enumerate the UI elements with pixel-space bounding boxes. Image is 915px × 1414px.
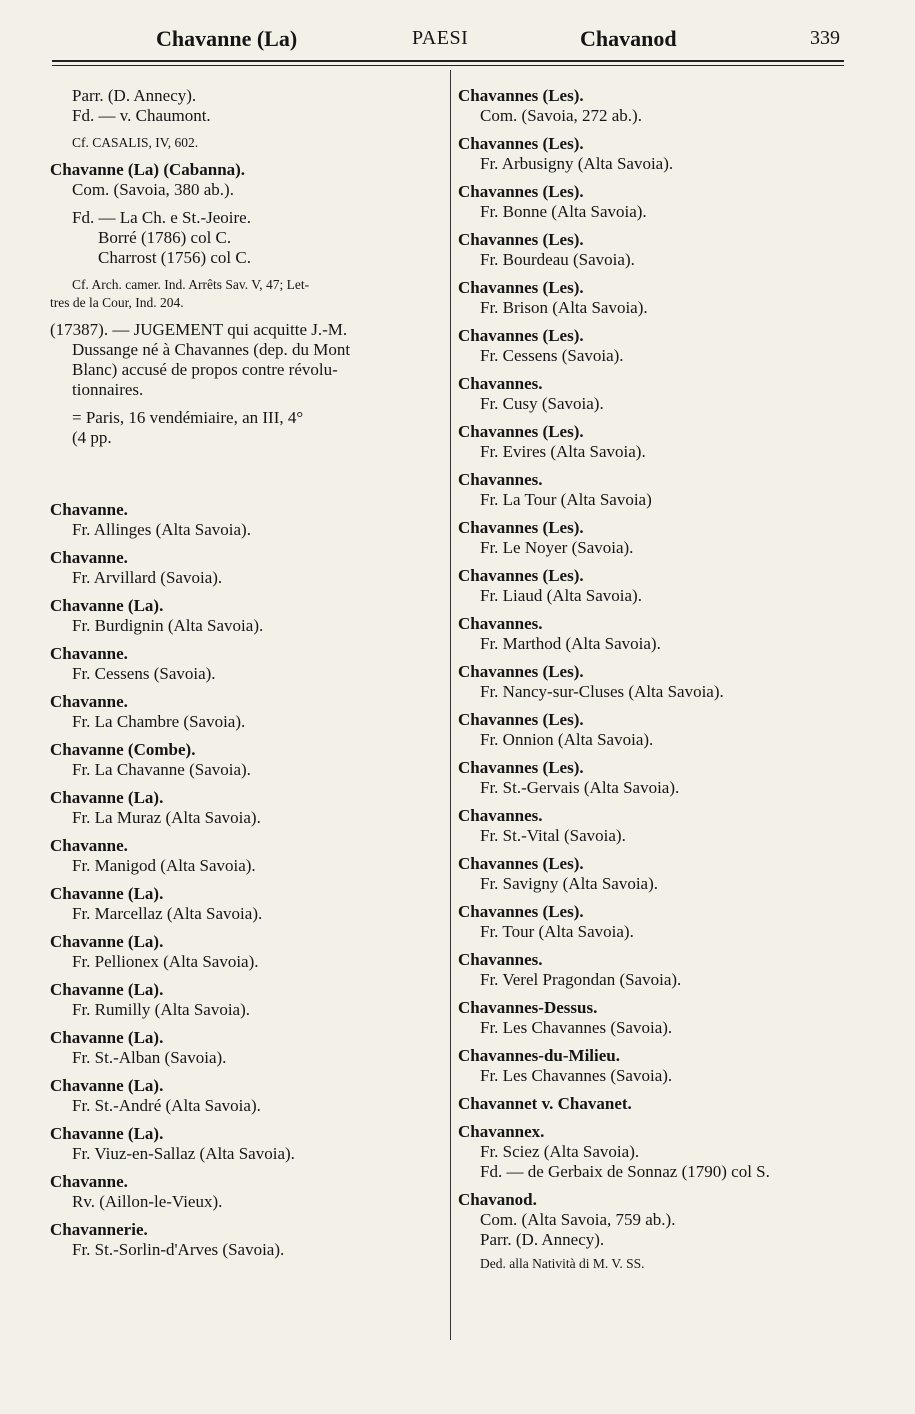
entry-block: [50, 1028, 440, 1068]
entry-head: Chavannes.: [458, 470, 543, 489]
entry-block: [458, 758, 853, 798]
entry-detail: Fr. Les Chavannes (Savoia).: [480, 1066, 673, 1085]
entry-detail: Rv. (Aillon-le-Vieux).: [72, 1192, 223, 1211]
entry-head: Chavannes (Les).: [458, 710, 584, 729]
entry-detail: Fr. La Muraz (Alta Savoia).: [72, 808, 261, 827]
entry-detail: Fr. Arvillard (Savoia).: [72, 568, 223, 587]
entry-block: [50, 596, 440, 636]
entry-head: Chavannes (Les).: [458, 86, 584, 105]
text-line: Parr. (D. Annecy).: [72, 86, 197, 105]
entry-head: Chavanne (La).: [50, 596, 164, 615]
entry-block: [458, 278, 853, 318]
entry-block: [458, 854, 853, 894]
entry-head: Chavanne.: [50, 500, 128, 519]
entry-block: [50, 1172, 440, 1212]
text-line: (17387). — JUGEMENT qui acquitte J.-M.: [50, 320, 348, 339]
entry-block: [458, 230, 853, 270]
text-line: Fd. — v. Chaumont.: [72, 106, 211, 125]
entry-head: Chavanne (La).: [50, 1124, 164, 1143]
entry-detail: Fr. Arbusigny (Alta Savoia).: [480, 154, 674, 173]
entry-detail: Fr. Verel Pragondan (Savoia).: [480, 970, 682, 989]
running-head-center: PAESI: [412, 27, 469, 49]
text-line: tionnaires.: [72, 380, 144, 399]
entry-head: Chavannes (Les).: [458, 566, 584, 585]
entry-head: Chavannes.: [458, 614, 543, 633]
entry-head: Chavannes (Les).: [458, 326, 584, 345]
entry-detail: Fd. — de Gerbaix de Sonnaz (1790) col S.: [480, 1162, 770, 1181]
entry-detail: Fr. Sciez (Alta Savoia).: [480, 1142, 640, 1161]
text-line: Fd. — La Ch. e St.-Jeoire.: [72, 208, 251, 227]
entry-block: [458, 1046, 853, 1086]
entry-block: [458, 518, 853, 558]
entry-head: Chavannes (Les).: [458, 758, 584, 777]
entry-block: [458, 614, 853, 654]
entry-detail: Com. (Alta Savoia, 759 ab.).: [480, 1210, 676, 1229]
text-line: Borré (1786) col C.: [98, 228, 232, 247]
entry-head: Chavannes-Dessus.: [458, 998, 598, 1017]
text-line: (4 pp.: [72, 428, 112, 447]
text-line: tres de la Cour, Ind. 204.: [50, 295, 184, 310]
header-rule-thin: [52, 65, 844, 66]
entry-block: [458, 326, 853, 366]
spacer: [50, 456, 440, 500]
entry-detail: Fr. Onnion (Alta Savoia).: [480, 730, 654, 749]
entry-head: Chavanne (La).: [50, 788, 164, 807]
entry-block: [50, 740, 440, 780]
left-column: [50, 86, 440, 1268]
text-line: = Paris, 16 vendémiaire, an III, 4°: [72, 408, 304, 427]
entry-detail: Fr. Rumilly (Alta Savoia).: [72, 1000, 251, 1019]
entry-head: Chavanne (La).: [50, 980, 164, 999]
entry-head: Chavannes-du-Milieu.: [458, 1046, 620, 1065]
entry-detail: Fr. St.-Sorlin-d'Arves (Savoia).: [72, 1240, 285, 1259]
entry-detail: Fr. St.-Vital (Savoia).: [480, 826, 626, 845]
entry-block: [458, 806, 853, 846]
entry-head: Chavanne (La).: [50, 932, 164, 951]
entry-detail: Ded. alla Natività di M. V. SS.: [480, 1256, 645, 1271]
entry-head: Chavanne.: [50, 692, 128, 711]
entry-detail: Fr. St.-André (Alta Savoia).: [72, 1096, 261, 1115]
entry-head: Chavannes (Les).: [458, 662, 584, 681]
entry-block: [458, 134, 853, 174]
entry-head: Chavanne (Combe).: [50, 740, 196, 759]
entry-block: [50, 644, 440, 684]
entry-block: [458, 950, 853, 990]
entry-head: Chavannes (Les).: [458, 182, 584, 201]
entry-detail: Fr. Marcellaz (Alta Savoia).: [72, 904, 263, 923]
entry-block: [458, 566, 853, 606]
header-rule-thick: [52, 60, 844, 62]
entry-detail: Fr. La Chavanne (Savoia).: [72, 760, 251, 779]
entry-detail: Fr. Cessens (Savoia).: [480, 346, 624, 365]
entry-detail: Fr. La Tour (Alta Savoia): [480, 490, 652, 509]
page-header: [60, 26, 842, 56]
entry-detail: Fr. Marthod (Alta Savoia).: [480, 634, 661, 653]
entry-block: [458, 422, 853, 462]
entry-block: [458, 86, 853, 126]
entry-head: Chavannes (Les).: [458, 902, 584, 921]
text-line: Charrost (1756) col C.: [98, 248, 251, 267]
entry-head: Chavanne (La) (Cabanna).: [50, 160, 246, 179]
running-head-left: Chavanne (La): [156, 26, 298, 51]
entry-head: Chavanne (La).: [50, 1028, 164, 1047]
entry-block: [50, 788, 440, 828]
entry-detail: Fr. St.-Gervais (Alta Savoia).: [480, 778, 680, 797]
entry-block: [50, 500, 440, 540]
entry-head: Chavannex.: [458, 1122, 545, 1141]
entry-block-chavannex: [458, 1122, 853, 1182]
entry-head: Chavannes (Les).: [458, 422, 584, 441]
entry-detail: Fr. Evires (Alta Savoia).: [480, 442, 646, 461]
fd-block: [50, 208, 440, 268]
entry-block: [50, 1076, 440, 1116]
entry-block: [50, 548, 440, 588]
reference-note: [50, 276, 440, 312]
entry-detail: Fr. Liaud (Alta Savoia).: [480, 586, 642, 605]
entry-head: Chavanne (La).: [50, 1076, 164, 1095]
imprint-block: [50, 408, 440, 448]
entry-detail: Fr. Manigod (Alta Savoia).: [72, 856, 256, 875]
entry-block: [458, 662, 853, 702]
entry-head: Chavannes (Les).: [458, 518, 584, 537]
intro-block: [50, 86, 440, 126]
entry-detail: Fr. Brison (Alta Savoia).: [480, 298, 648, 317]
entry-head: Chavanne.: [50, 548, 128, 567]
entry-detail: Fr. Burdignin (Alta Savoia).: [72, 616, 264, 635]
entry-block: [458, 902, 853, 942]
cross-reference: [458, 1094, 853, 1114]
entry-detail: Fr. Viuz-en-Sallaz (Alta Savoia).: [72, 1144, 295, 1163]
entry-head: Chavannes.: [458, 950, 543, 969]
right-column: [458, 86, 853, 1282]
entry-detail: Fr. Pellionex (Alta Savoia).: [72, 952, 259, 971]
entry-block: [458, 182, 853, 222]
entry-head: Chavanne (La).: [50, 884, 164, 903]
entry-detail: Fr. Cessens (Savoia).: [72, 664, 216, 683]
entry-block: [50, 932, 440, 972]
entry-detail: Fr. St.-Alban (Savoia).: [72, 1048, 227, 1067]
entry-detail: Fr. Savigny (Alta Savoia).: [480, 874, 659, 893]
page-number: 339: [810, 27, 840, 49]
entry-detail: Fr. Allinges (Alta Savoia).: [72, 520, 251, 539]
text-line: Blanc) accusé de propos contre révolu-: [72, 360, 338, 379]
entry-head: Chavanod.: [458, 1190, 537, 1209]
entry-detail: Fr. Le Noyer (Savoia).: [480, 538, 634, 557]
entry-detail: Fr. Tour (Alta Savoia).: [480, 922, 634, 941]
entry-head: Chavannerie.: [50, 1220, 148, 1239]
entry-block: [50, 884, 440, 924]
entry-block: [458, 470, 853, 510]
entry-head: Chavannes (Les).: [458, 230, 584, 249]
entry-detail: Fr. Nancy-sur-Cluses (Alta Savoia).: [480, 682, 724, 701]
entry-detail: Com. (Savoia, 272 ab.).: [480, 106, 642, 125]
text-line: Cf. Arch. camer. Ind. Arrêts Sav. V, 47; Let-: [72, 277, 310, 292]
entry-detail: Fr. Bonne (Alta Savoia).: [480, 202, 647, 221]
entry-head: Chavanne.: [50, 1172, 128, 1191]
entry-head: Chavannes (Les).: [458, 854, 584, 873]
entry-block: [458, 710, 853, 750]
entry-block: [50, 1220, 440, 1260]
entry-block: [50, 836, 440, 876]
entry-detail: Parr. (D. Annecy).: [480, 1230, 605, 1249]
entry-block: [458, 374, 853, 414]
text-line: Cf. CASALIS, IV, 602.: [72, 135, 199, 150]
reference-note: [50, 134, 440, 152]
entry-detail: Com. (Savoia, 380 ab.).: [72, 180, 234, 199]
entry-detail: Fr. Cusy (Savoia).: [480, 394, 604, 413]
entry-block: [458, 998, 853, 1038]
entry-head: Chavannes (Les).: [458, 134, 584, 153]
jugement-block: [50, 320, 440, 400]
entry-head: Chavannet v. Chavanet.: [458, 1094, 632, 1113]
column-divider: [450, 70, 451, 1340]
entry-block-chavanod: [458, 1190, 853, 1274]
entry-detail: Fr. La Chambre (Savoia).: [72, 712, 246, 731]
entry-block: [50, 1124, 440, 1164]
entry-head: Chavannes.: [458, 374, 543, 393]
entry-block: [50, 980, 440, 1020]
entry-head: Chavannes (Les).: [458, 278, 584, 297]
entry-head: Chavanne.: [50, 836, 128, 855]
text-line: Dussange né à Chavannes (dep. du Mont: [72, 340, 351, 359]
entry-head: Chavanne.: [50, 644, 128, 663]
entry-head: Chavannes.: [458, 806, 543, 825]
entry-detail: Fr. Bourdeau (Savoia).: [480, 250, 635, 269]
entry-detail: Fr. Les Chavannes (Savoia).: [480, 1018, 673, 1037]
running-head-right: Chavanod: [580, 26, 677, 51]
entry-block: [50, 160, 440, 200]
entry-block: [50, 692, 440, 732]
